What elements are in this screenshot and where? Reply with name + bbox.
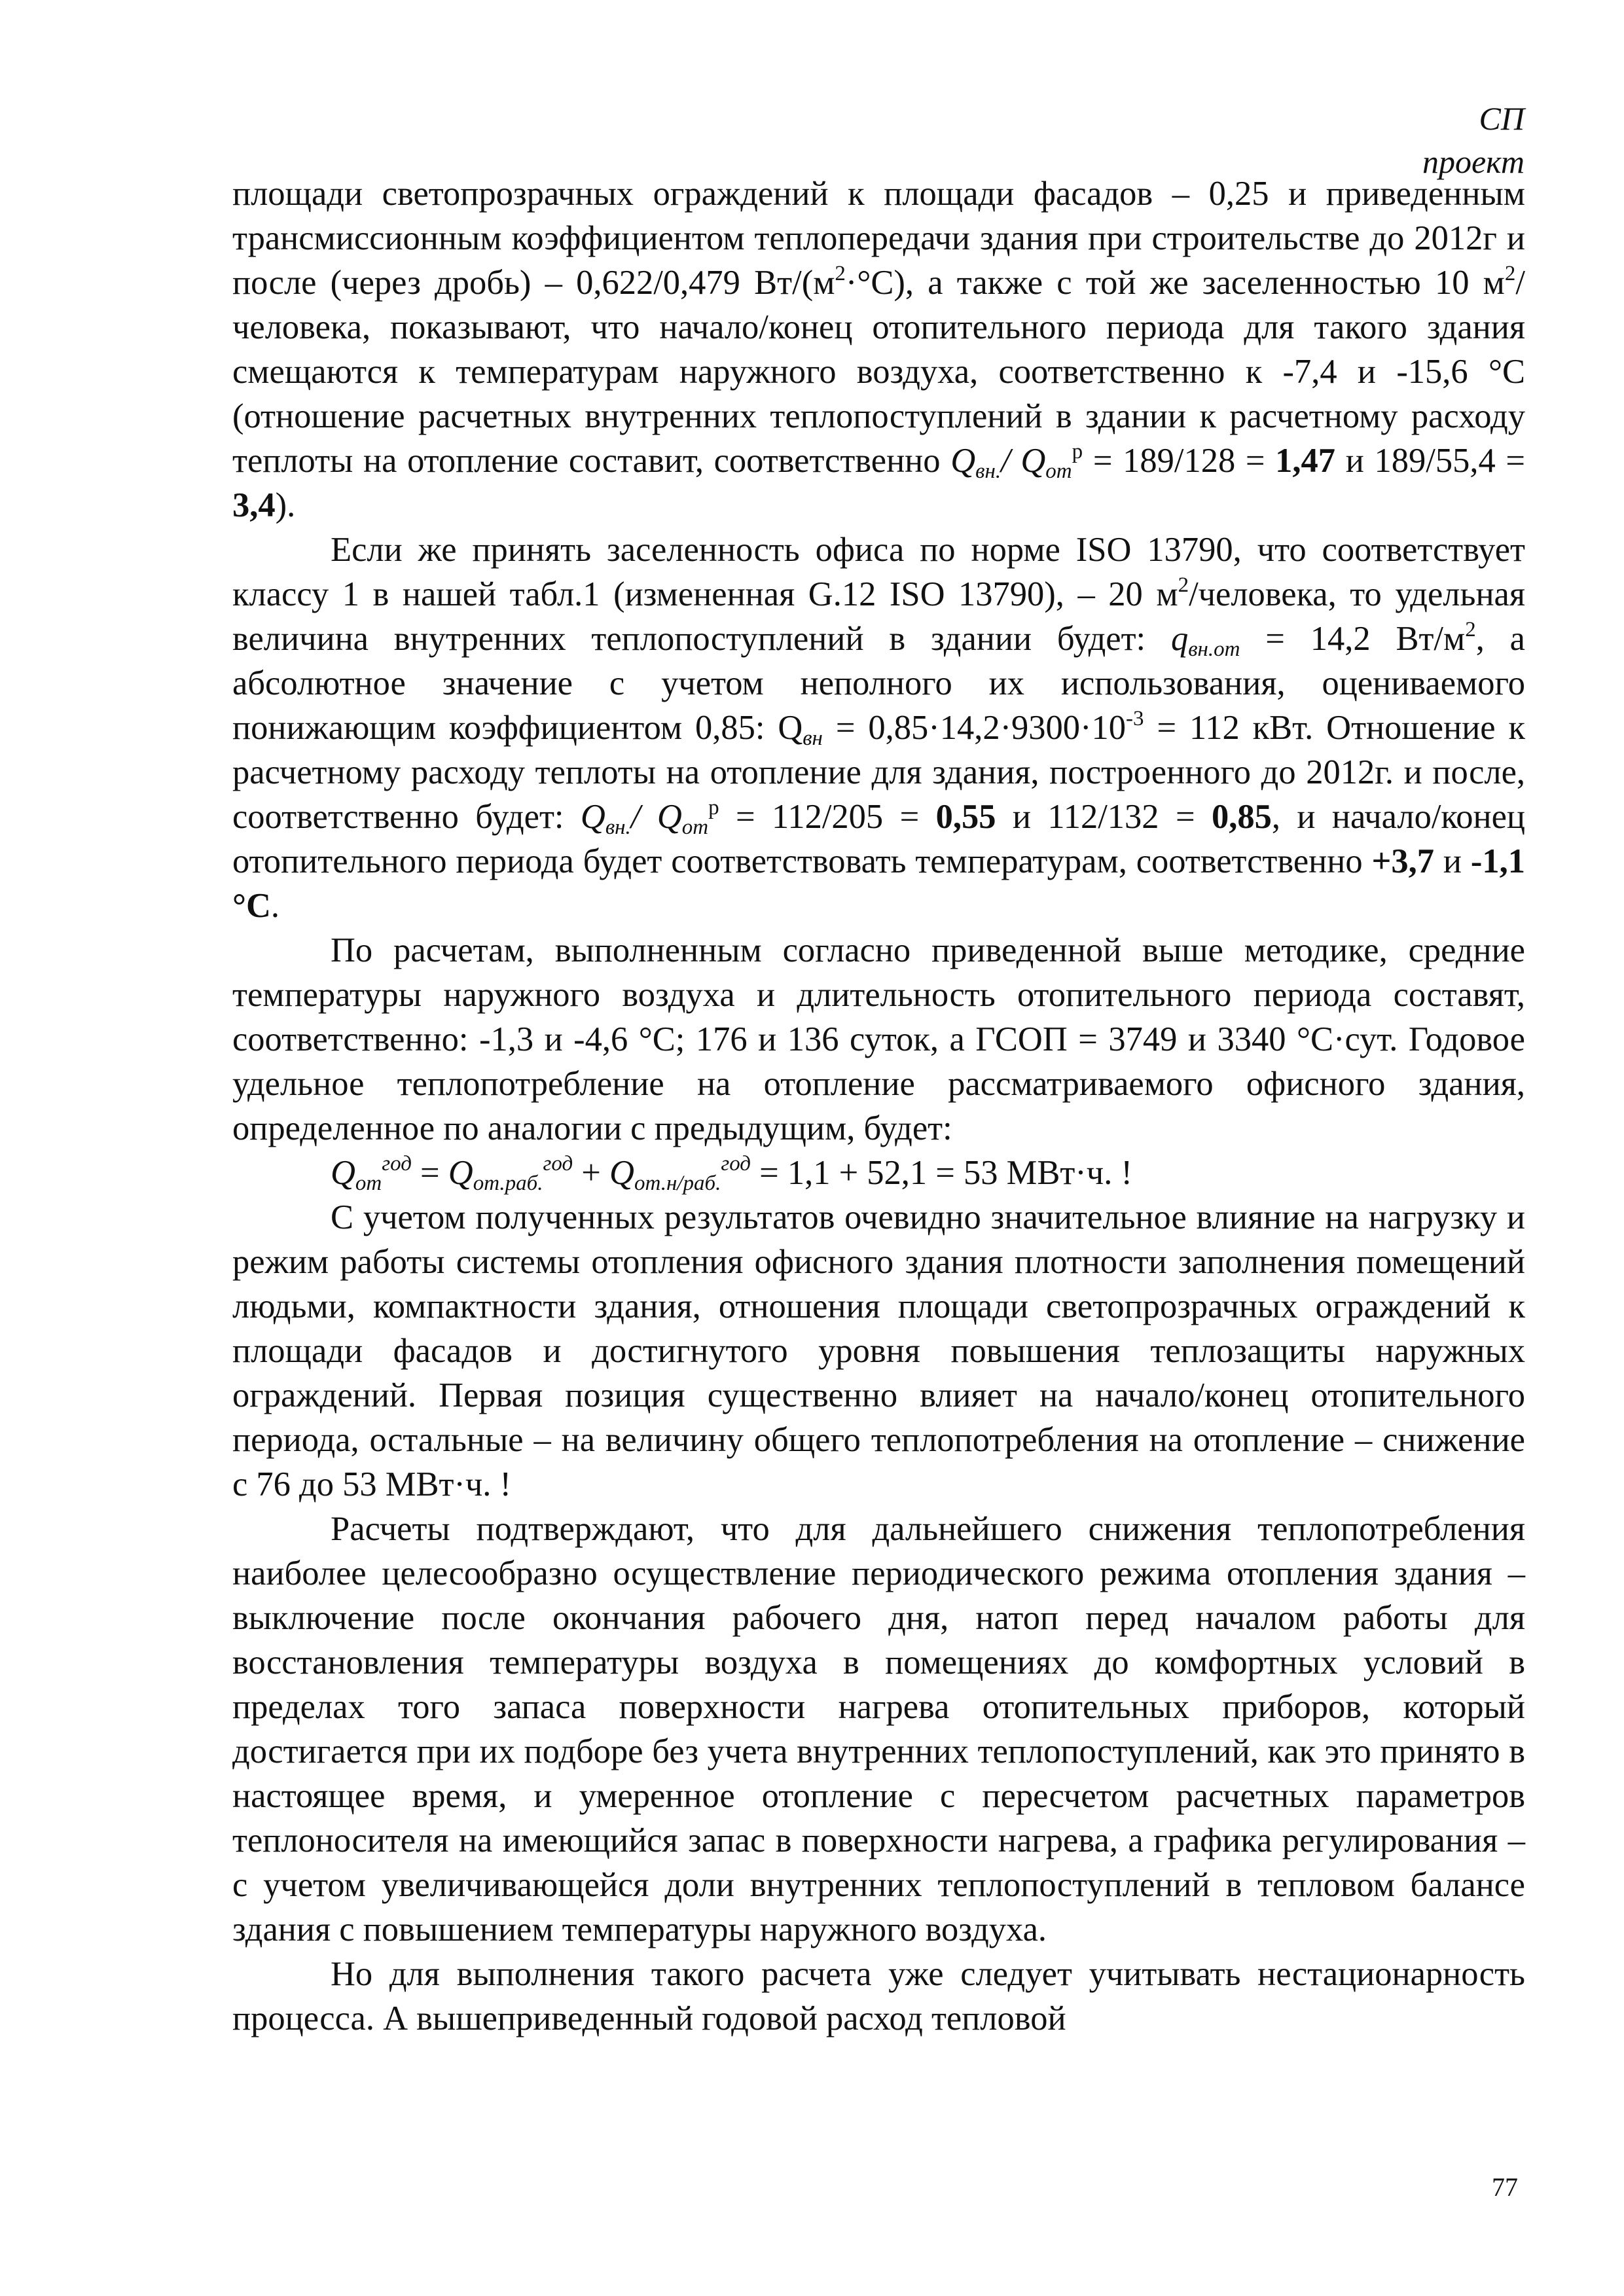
paragraph-6: Но для выполнения такого расчета уже следует учитывать нестационарность процесса. А вышеприведенный годовой расход тепловой [232, 1955, 1525, 2037]
paragraph-2: Если же принять заселенность офиса по норме ISO 13790, что соответствует классу 1 в нашей табл.1 (измененная G.12 ISO 13790), – 20 $м^2$/человека, то удельная величина внутренних теплопоступлений в здании будет: $q_{вн.от} = 14,2$ $Вт/м^2$, а абсолютное значение с учетом неполного их использования, оцениваемого понижающим коэффициентом 0,85: $Q_{вн} = 0,85\cdot 14,2\cdot 9300\cdot 10^{-3} = 112$ кВт. Отношение к расчетному расходу теплоты на отопление для здания, построенного до 2012г. и после, соответственно будет: $Q_{вн.}/$ $Q_{от}^р = 112/205 = 0,55$ и 112/132 = 0,85, и начало/конец отопительного периода будет соответствовать температурам, соответственно +3,7 и -1,1 °С. [232, 531, 1526, 925]
paragraph-5: Расчеты подтверждают, что для дальнейшего снижения теплопотребления наиболее целесообразно осуществление периодического режима отопления здания – выключение после окончания рабочего дня, натоп перед началом работы для восстановления температуры воздуха в помещениях до комфортных условий в пределах того запаса поверхности нагрева отопительных приборов, который достигается при их подборе без учета внутренних теплопоступлений, как это принято в настоящее время, и умеренное отопление с пересчетом расчетных параметров теплоносителя на имеющийся запас в поверхности нагрева, а графика регулирования – с учетом увеличивающейся доли внутренних теплопоступлений в тепловом балансе здания с повышением температуры наружного воздуха. [232, 1510, 1525, 1948]
page-number: 77 [1492, 2172, 1518, 2202]
document-body [232, 171, 1525, 2041]
paragraph-4: С учетом полученных результатов очевидно значительное влияние на нагрузку и режим работы системы отопления офисного здания плотности заполнения помещений людьми, компактности здания, отношения площади светопрозрачных ограждений к площади фасадов и достигнутого уровня повышения теплозащиты наружных ограждений. Первая позиция существенно влияет на начало/конец отопительного периода, остальные – на величину общего теплопотребления на отопление – снижение с 76 до 53 МВт·ч. ! [232, 1198, 1525, 1503]
annual-heat-formula: $Q_{от}^{год} = Q_{от.раб.}^{год} + Q_{от.н/раб.}^{год} = 1,1 + 52,1 = 53$ МВт·ч. ! [331, 1152, 1132, 1195]
document-header [1422, 97, 1525, 183]
header-standard-label: СП [1479, 100, 1525, 137]
paragraph-1: площади светопрозрачных ограждений к площади фасадов – 0,25 и приведенным трансмиссионным коэффициентом теплопередачи здания при строительстве до 2012г и после (через дробь) – 0,622/0,479 $Вт/(м^2\cdot^\circ С)$, а также с той же заселенностью 10 $м^2$/человека, показывают, что начало/конец отопительного периода для такого здания смещаются к температурам наружного воздуха, соответственно к -7,4 и -15,6 °С (отношение расчетных внутренних теплопоступлений в здании к расчетному расходу теплоты на отопление составит, соответственно $Q_{вн.}/$ $Q_{от}^р = 189/128 = 1,47$ и 189/55,4 = 3,4). [232, 175, 1526, 524]
paragraph-3: По расчетам, выполненным согласно приведенной выше методике, средние температуры наружного воздуха и длительность отопительного периода составят, соответственно: -1,3 и -4,6 °С; 176 и 136 суток, а ГСОП = 3749 и 3340 °С·сут. Годовое удельное теплопотребление на отопление рассматриваемого офисного здания, определенное по аналогии с предыдущим, будет: [232, 931, 1525, 1147]
header-draft-label: проект [1422, 143, 1525, 180]
